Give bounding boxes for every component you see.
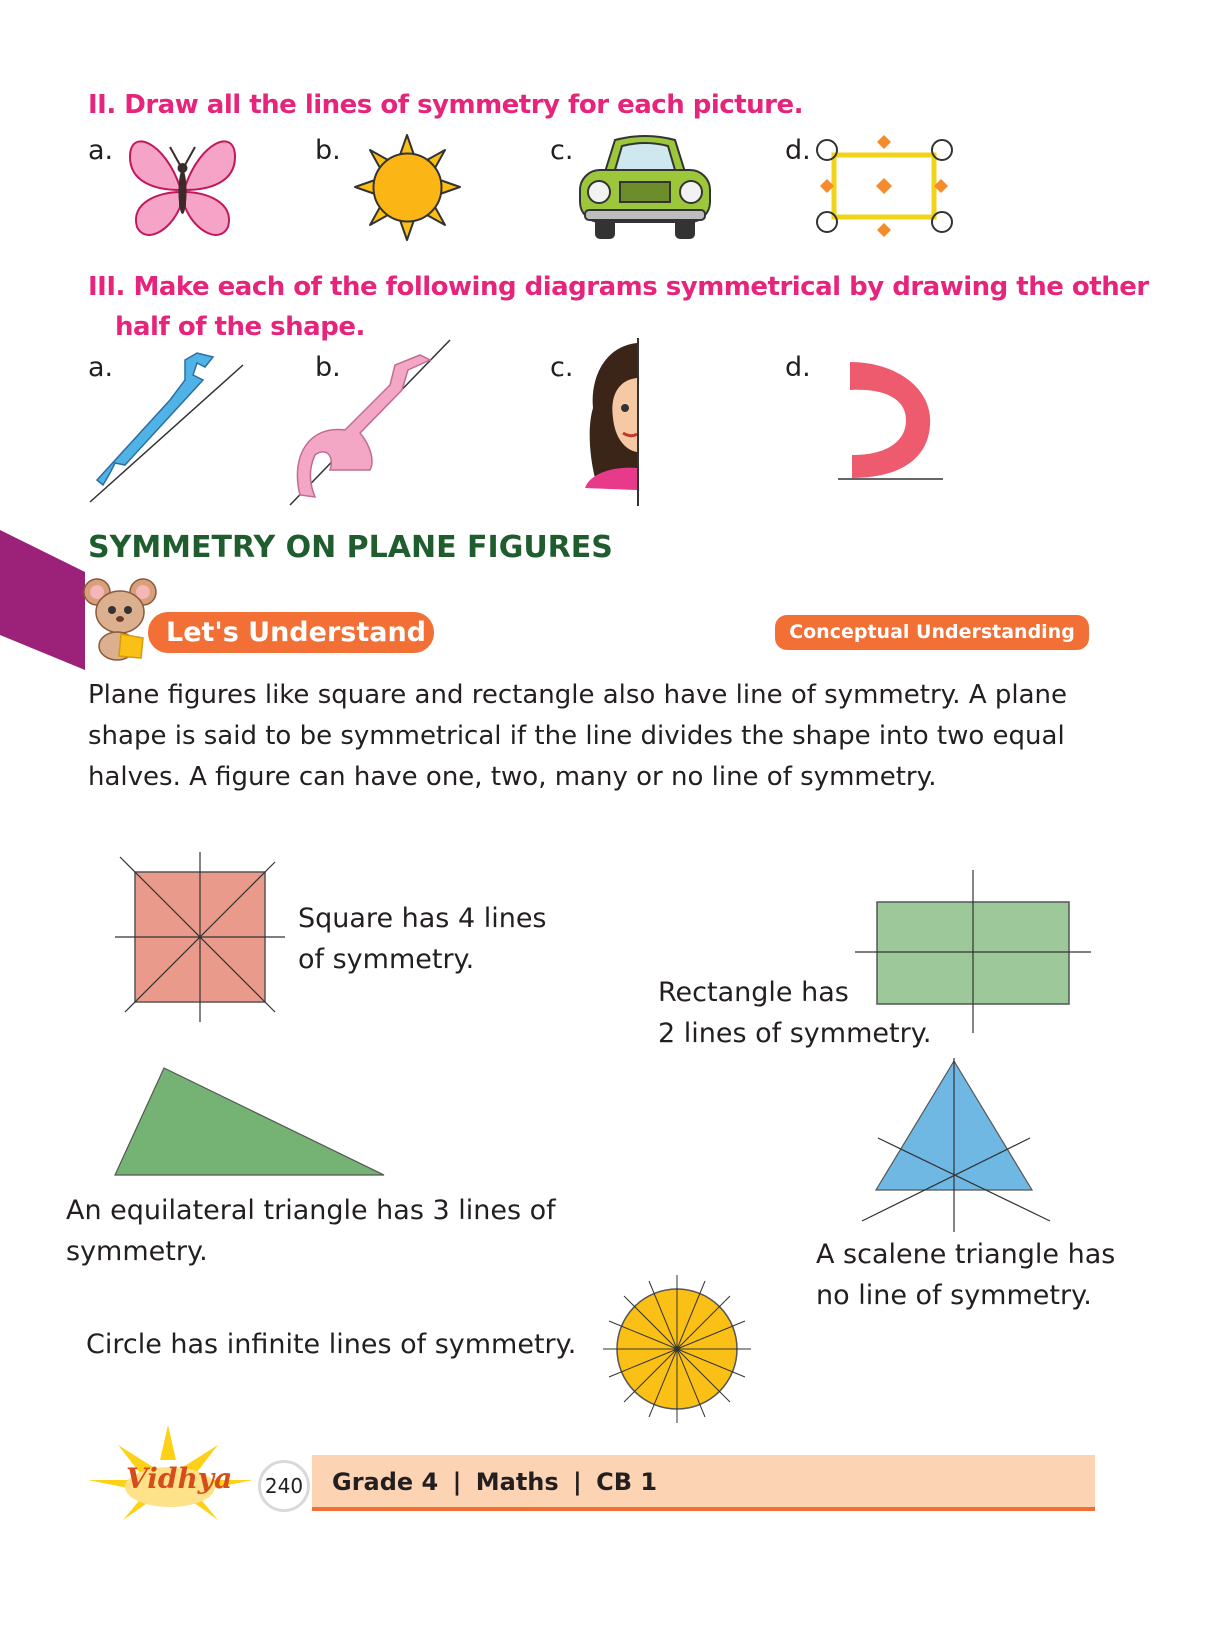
equilateral-caption-line1: An equilateral triangle has 3 lines of [66,1195,556,1226]
square-caption-line2: of symmetry. [298,944,475,975]
rectangle-caption [658,972,931,1054]
item-label-b: b. [315,135,341,166]
equilateral-caption-line2: symmetry. [66,1236,208,1267]
footer-subject: Maths [475,1468,559,1496]
intro-line-2: shape is said to be symmetrical if the line divides the shape into two equal [88,721,1065,751]
page-number: 240 [258,1460,310,1512]
square-caption-line1: Square has 4 lines [298,903,547,934]
car-image [575,132,715,240]
intro-line-3: halves. A figure can have one, two, many or no line of symmetry. [88,762,937,792]
exercise-3-heading-line1: III. Make each of the following diagrams symmetrical by drawing the other [88,272,1149,302]
square-caption [298,898,547,980]
side-tab-decoration [0,530,85,670]
equilateral-triangle-figure [860,1058,1060,1233]
footer-book: CB 1 [596,1468,658,1496]
rectangle-caption-line2: 2 lines of symmetry. [658,1018,932,1049]
red-half-arc-image [838,360,948,485]
item-label-a: a. [88,135,114,166]
item-label-d2: d. [785,352,811,383]
item-label-c: c. [550,135,574,166]
conceptual-understanding-tag: Conceptual Understanding [775,615,1089,650]
half-girl-face-image [585,338,645,508]
section-title: SYMMETRY ON PLANE FIGURES [88,530,613,565]
lets-understand-badge: Let's Understand [148,612,434,653]
scalene-caption [816,1234,1115,1316]
scalene-caption-line1: A scalene triangle has [816,1239,1116,1270]
footer-underline [312,1507,1095,1511]
item-label-a2: a. [88,352,114,383]
item-label-b2: b. [315,352,341,383]
circle-caption: Circle has infinite lines of symmetry. [86,1329,577,1360]
footer-grade: Grade 4 [332,1468,439,1496]
footer-book-info [332,1468,657,1496]
equilateral-caption [66,1190,556,1272]
exercise-3-heading-line2: half of the shape. [115,312,365,342]
footer-separator-1: | [452,1468,462,1496]
mouse-mascot-icon [83,574,158,662]
circle-figure [603,1275,751,1423]
rangoli-frame-image [812,130,957,242]
sun-image [355,135,460,240]
intro-line-1: Plane figures like square and rectangle also have line of symmetry. A plane [88,680,1068,710]
blue-half-shape-image [85,345,250,505]
rectangle-caption-line1: Rectangle has [658,977,849,1008]
footer-separator-2: | [573,1468,582,1496]
scalene-caption-line2: no line of symmetry. [816,1280,1092,1311]
butterfly-image [125,132,240,244]
pink-half-shape-image [290,335,455,510]
item-label-c2: c. [550,352,574,383]
intro-paragraph [88,675,1118,798]
scalene-triangle-figure [112,1065,390,1180]
exercise-2-heading: II. Draw all the lines of symmetry for each picture. [88,90,803,120]
square-figure [115,852,287,1024]
item-label-d: d. [785,135,811,166]
vidhya-logo-text: Vidhya [126,1462,233,1495]
